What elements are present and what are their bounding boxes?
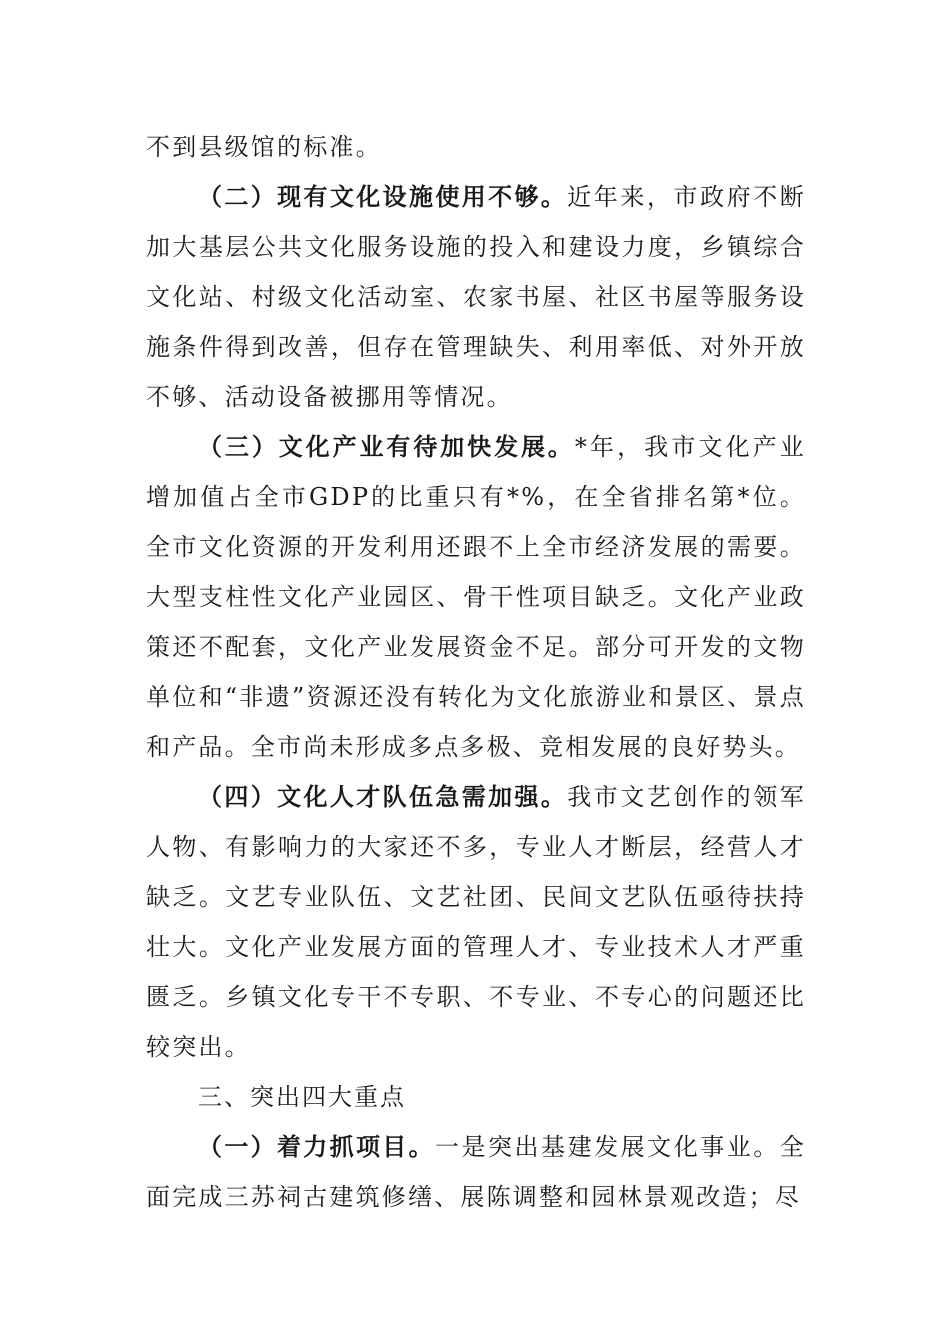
paragraph-text: 近年来，市政府不断加大基层公共文化服务设施的投入和建设力度，乡镇综合文化站、村级文化活动室、农家书屋、社区书屋等服务设施条件得到改善，但存在管理缺失、利用率低、对外开放不够、活动设备被挪用等情况。 <box>146 183 806 411</box>
paragraph-text: 一是突出基建发展文化事业。全面完成三苏祠古建筑修缮、展陈调整和园林景观改造；尽 <box>146 1133 806 1211</box>
paragraph-industry <box>146 422 806 772</box>
paragraph-heading: （二）现有文化设施使用不够。 <box>198 183 568 211</box>
paragraph-heading: （三）文化产业有待加快发展。 <box>198 433 575 461</box>
document-body <box>146 122 806 1222</box>
paragraph-facilities <box>146 172 806 422</box>
paragraph-text: 不到县级馆的标准。 <box>146 133 382 161</box>
paragraph-heading: （一）着力抓项目。 <box>198 1133 435 1161</box>
paragraph-text: *年，我市文化产业增加值占全市GDP的比重只有*%，在全省排名第*位。全市文化资源的开发利用还跟不上全市经济发展的需要。大型支柱性文化产业园区、骨干性项目缺乏。文化产业政策还不配套，文化产业发展资金不足。部分可开发的文物单位和“非遗”资源还没有转化为文化旅游业和景区、景点和产品。全市尚未形成多点多极、竞相发展的良好势头。 <box>146 433 806 761</box>
paragraph-projects <box>146 1122 806 1222</box>
paragraph-continuation <box>146 122 806 172</box>
paragraph-text: 我市文艺创作的领军人物、有影响力的大家还不多，专业人才断层，经营人才缺乏。文艺专业队伍、文艺社团、民间文艺队伍亟待扶持壮大。文化产业发展方面的管理人才、专业技术人才严重匮乏。乡镇文化专干不专职、不专业、不专心的问题还比较突出。 <box>146 783 806 1061</box>
paragraph-talent <box>146 772 806 1072</box>
section-title: 三、突出四大重点 <box>198 1083 406 1111</box>
paragraph-heading: （四）文化人才队伍急需加强。 <box>198 783 568 811</box>
